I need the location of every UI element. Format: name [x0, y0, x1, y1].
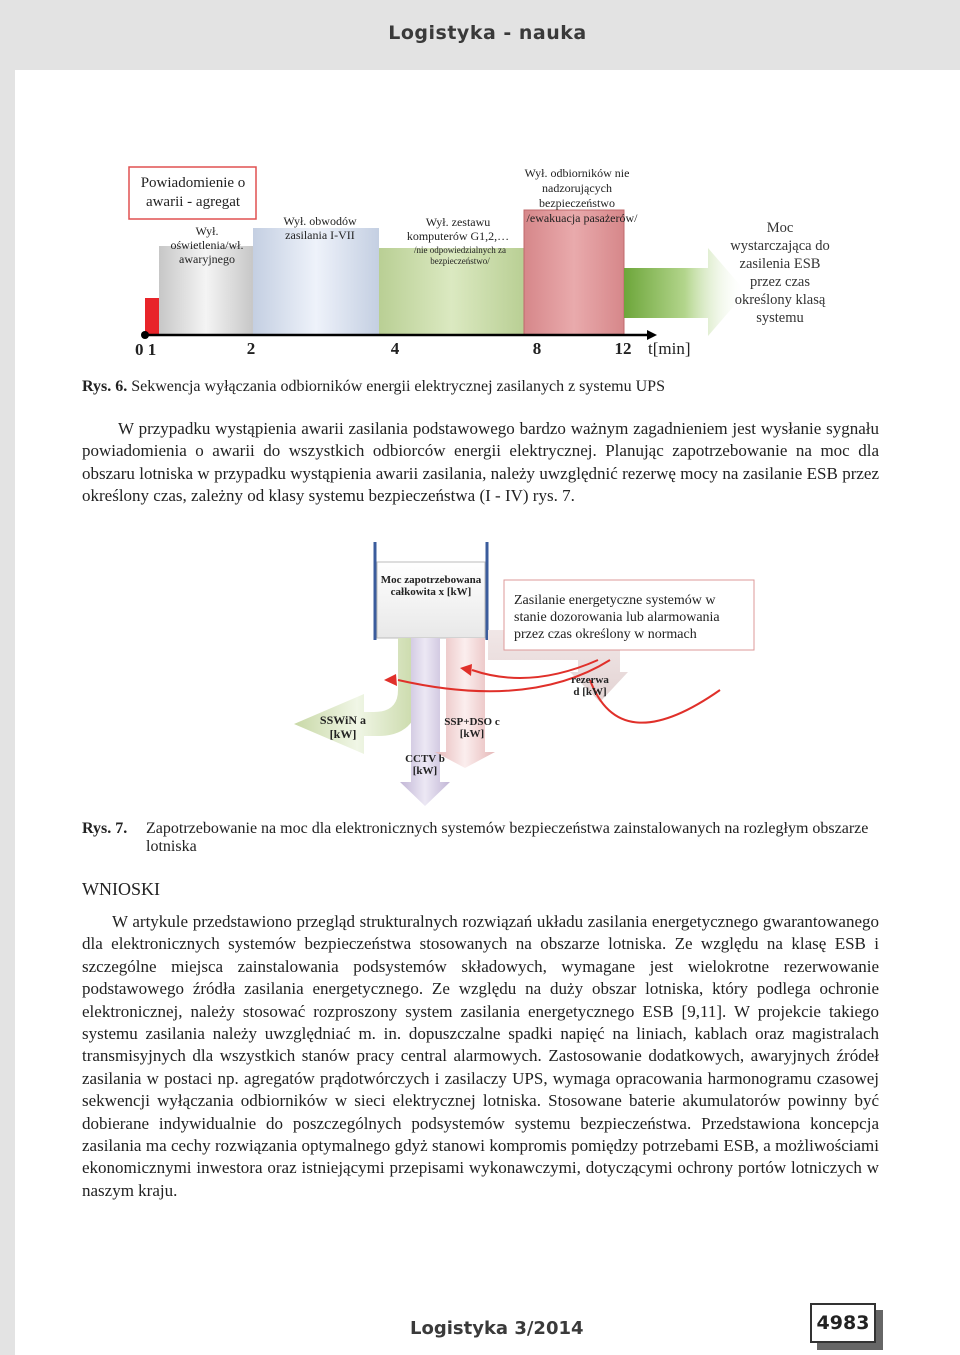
bar1-label: Wył. oświetlenia/wł. awaryjnego — [170, 224, 244, 266]
tick-8: 8 — [532, 339, 542, 358]
bar4-sublabel: /ewakuacja pasażerów/ — [526, 211, 638, 225]
footer-journal: Logistyka 3/2014 — [410, 1318, 584, 1339]
figure-6-timeline — [120, 150, 840, 370]
sswin-label: SSWiN a [kW] — [319, 713, 367, 741]
bar4-label: Wył. odbiorników nie nadzorujących bezpieczeństwo — [524, 166, 630, 210]
figure-7-caption — [82, 820, 880, 856]
figure-7-caption-text: Zapotrzebowanie na moc dla elektronicznych systemów bezpieczeństwa zainstalowanych na rozległym obszarze lotniska — [146, 820, 869, 855]
figure-6-caption-text: Sekwencja wyłączania odbiorników energii elektrycznej zasilanych z systemu UPS — [131, 378, 665, 395]
header-band — [15, 0, 960, 70]
figure-6-caption-number: Rys. 6. — [82, 378, 128, 395]
figure-7-graphics — [280, 540, 800, 820]
notify-label: Powiadomienie o awarii - agregat — [140, 175, 246, 210]
tick-4: 4 — [390, 339, 400, 358]
conclusions-heading: WNIOSKI — [82, 879, 160, 899]
paragraph-1: W przypadku wystąpienia awarii zasilania podstawowego bardzo ważnym zagadnieniem jest wysłanie sygnału powiadomienia o awarii do wszystkich odbiorców energii elektrycznej. Planując zapotrzebowanie na moc dla obszaru lotniska w przypadku wystąpienia awarii zasilania, należy uwzględnić rezerwę mocy na zasilanie ESB przez określony czas, zależny od klasy systemu bezpieczeństwa (I - IV) rys. 7. — [82, 419, 879, 506]
sspdso-flow — [435, 638, 495, 768]
bar3-sublabel: /nie odpowiedzialnych za bezpieczeństwo/ — [414, 245, 506, 266]
figure-7-caption-number: Rys. 7. — [82, 820, 128, 837]
arrow-label: Moc wystarczająca do zasilenia ESB przez czas określony klasą systemu — [730, 220, 830, 326]
bar2-label: Wył. obwodów zasilania I-VII — [283, 214, 357, 242]
axis-unit: t[min] — [648, 339, 691, 358]
cctv-label: CCTV b [kW] — [405, 753, 445, 777]
conclusions-paragraph: W artykule przedstawiono przegląd strukturalnych rozwiązań układu zasilania energetycznego gwarantowanego dla elektronicznych systemów bezpieczeństwa stosowanych na obszarze lotniska. Ze względu na klasę ESB i szczególne miejsca zainstalowania podsystemów składowych, wymagane jest wielokrotne rezerwowanie podstawowego źródła zasilania energetycznego. Ze względu na duży obszar lotniska, który podlega ochronie elektronicznej, należy stosować rozproszony system zasilania energetycznego ESB [9,11]. W projekcie takiego systemu zasilania należy uwzględniać m. in. dopuszczalne spadki napięć na liniach, kablach oraz magistralach transmisyjnych dla wszystkich stanów pracy central alarmowych. Zastosowanie dodatkowych, awaryjnych źródeł zasilania w postaci np. agregatów prądotwórczych i zasilaczy UPS, wymaga opracowania harmonogramu czasowej sekwencji wyłączania odbiorników w sieci elektrycznej lotniska. Stosowane baterie akumulatorów powinny być dobierane indywidualnie do poszczególnych podsystemów systemu bezpieczeństwa. Przedstawiona koncepcja zasilania ma cechy rozwiązania optymalnego gdyż stanowi kompromis pomiędzy potrzebami ESB, a możliwościami ekonomicznymi inwestora oraz istniejącymi przepisami wykonawczymi, dotyczącymi ochrony portów lotniczych w naszym kraju. — [82, 912, 879, 1200]
figure-7-caption-body — [82, 820, 880, 856]
tick-0-1: 0 1 — [135, 340, 157, 359]
sspdso-label: SSP+DSO c [kW] — [444, 716, 500, 740]
arrowhead-2 — [384, 674, 397, 686]
note-label: Zasilanie energetyczne systemów w stanie dozorowania lub alarmowania przez czas określony w normach — [514, 593, 720, 642]
page-number-badge: 4983 — [810, 1303, 876, 1343]
figure-6-caption — [82, 378, 665, 396]
bar-circuits — [253, 228, 379, 335]
journal-section-title: Logistyka - nauka — [388, 22, 587, 44]
reserve-label: rezerwa d [kW] — [571, 674, 609, 698]
demand-label: Moc zapotrzebowana całkowita x [kW] — [380, 574, 482, 598]
time-axis-origin — [141, 331, 149, 339]
tick-12: 12 — [614, 339, 632, 358]
figure-7-power-demand — [280, 540, 800, 820]
bar-red-notify — [145, 298, 159, 335]
left-sidebar-band — [0, 0, 15, 1355]
bar3-label: Wył. zestawu komputerów G1,2,… — [406, 215, 510, 243]
bar-non-safety — [524, 210, 624, 335]
tick-2: 2 — [246, 339, 256, 358]
